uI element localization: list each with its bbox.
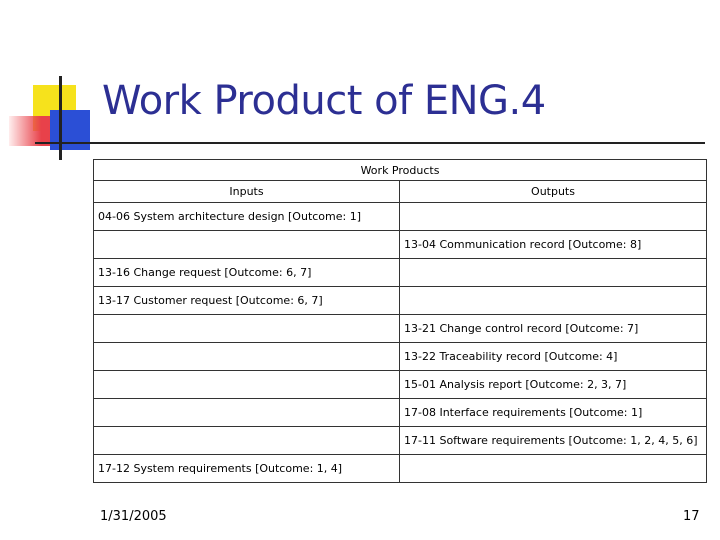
decor-blue-square xyxy=(50,110,90,150)
footer-date: 1/31/2005 xyxy=(100,509,167,524)
output-cell xyxy=(400,455,707,483)
table-caption: Work Products xyxy=(94,160,707,181)
table-row xyxy=(94,203,707,231)
output-cell: 13-21 Change control record [Outcome: 7] xyxy=(400,315,707,343)
output-cell: 15-01 Analysis report [Outcome: 2, 3, 7] xyxy=(400,371,707,399)
output-cell: 13-22 Traceability record [Outcome: 4] xyxy=(400,343,707,371)
input-cell: 04-06 System architecture design [Outcome: 1] xyxy=(94,203,400,231)
table-row xyxy=(94,427,707,455)
input-cell xyxy=(94,427,400,455)
output-cell xyxy=(400,287,707,315)
table-row xyxy=(94,343,707,371)
column-header-inputs: Inputs xyxy=(94,181,400,203)
table-row xyxy=(94,371,707,399)
table-row xyxy=(94,399,707,427)
work-products-table xyxy=(93,159,707,483)
table-caption-row xyxy=(94,160,707,181)
table-row xyxy=(94,287,707,315)
table-row xyxy=(94,315,707,343)
output-cell xyxy=(400,259,707,287)
table-row xyxy=(94,231,707,259)
slide-title: Work Product of ENG.4 xyxy=(102,78,546,124)
output-cell: 17-08 Interface requirements [Outcome: 1] xyxy=(400,399,707,427)
output-cell xyxy=(400,203,707,231)
input-cell xyxy=(94,371,400,399)
page-number: 17 xyxy=(683,509,700,524)
table-row xyxy=(94,259,707,287)
decor-vertical-line xyxy=(59,76,62,160)
table-row xyxy=(94,455,707,483)
input-cell: 13-17 Customer request [Outcome: 6, 7] xyxy=(94,287,400,315)
input-cell: 17-12 System requirements [Outcome: 1, 4] xyxy=(94,455,400,483)
input-cell xyxy=(94,231,400,259)
table-header-row xyxy=(94,181,707,203)
column-header-outputs: Outputs xyxy=(400,181,707,203)
output-cell: 13-04 Communication record [Outcome: 8] xyxy=(400,231,707,259)
title-underline xyxy=(35,142,705,144)
input-cell xyxy=(94,343,400,371)
input-cell xyxy=(94,399,400,427)
input-cell: 13-16 Change request [Outcome: 6, 7] xyxy=(94,259,400,287)
input-cell xyxy=(94,315,400,343)
output-cell: 17-11 Software requirements [Outcome: 1, 2, 4, 5, 6] xyxy=(400,427,707,455)
